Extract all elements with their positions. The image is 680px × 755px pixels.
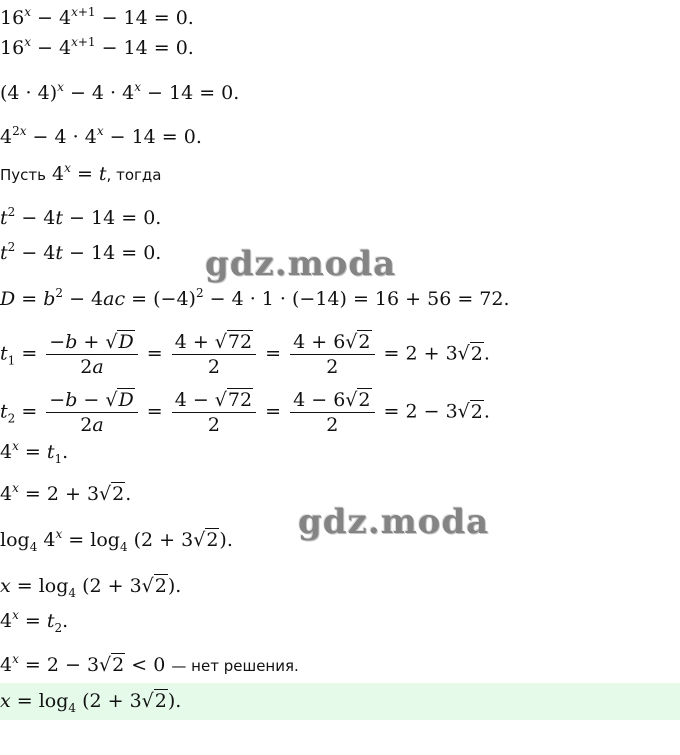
discriminant-line: $D = b^2 - 4ac = (-4)^2 - 4 \cdot 1 \cdot (-14) = 16 + 56 = 72$. [0, 286, 510, 310]
equation-line-4: $4^{2x} - 4 \cdot 4^x - 14 = 0$. [0, 124, 202, 148]
root-t1-line: $t_1$ = $\frac{-b + √D}{2a}$ = $\frac{4 + √72}{2}$ = $\frac{4 + 6√2}{2}$ = 2 + 3√2. [0, 331, 490, 378]
final-answer: $x = \log_4 (2 + 3√2)$. [0, 690, 182, 715]
let-suffix: , тогда [106, 166, 162, 184]
case-t1-eq: $4^x = 2 + 3√2$. [0, 481, 132, 505]
equation-line-2: $16^x - 4^{x+1} - 14 = 0$. [0, 35, 194, 59]
quadratic-line-2: $t^2 - 4t - 14 = 0$. [0, 240, 162, 264]
case-t2-eq: $4^x = 2 - 3√2 < 0$ — нет решения. [0, 652, 299, 676]
substitution-line: Пусть $4^x = t$, тогда [0, 161, 162, 185]
log-line: $\log_4 4^x = \log_4 (2 + 3√2)$. [0, 527, 233, 554]
quadratic-line-1: $t^2 - 4t - 14 = 0$. [0, 205, 162, 229]
equation-line-3: $(4 \cdot 4)^x - 4 \cdot 4^x - 14 = 0$. [0, 80, 240, 104]
case-t1-line: $4^x = t_1$. [0, 439, 69, 466]
let-prefix: Пусть [0, 166, 46, 184]
watermark-2: gdz.moda [298, 502, 490, 542]
root-t2-line: $t_2$ = $\frac{-b - √D}{2a}$ = $\frac{4 - √72}{2}$ = $\frac{4 - 6√2}{2}$ = 2 − 3√2. [0, 389, 490, 436]
no-solution-text: — нет решения. [171, 657, 299, 675]
equation-line-1: $16^x - 4^{x+1} - 14 = 0$. [0, 5, 194, 29]
solution-line-1: $x = \log_4 (2 + 3√2)$. [0, 575, 182, 600]
watermark-1: gdz.moda [205, 244, 397, 284]
case-t2-line: $4^x = t_2$. [0, 608, 69, 635]
